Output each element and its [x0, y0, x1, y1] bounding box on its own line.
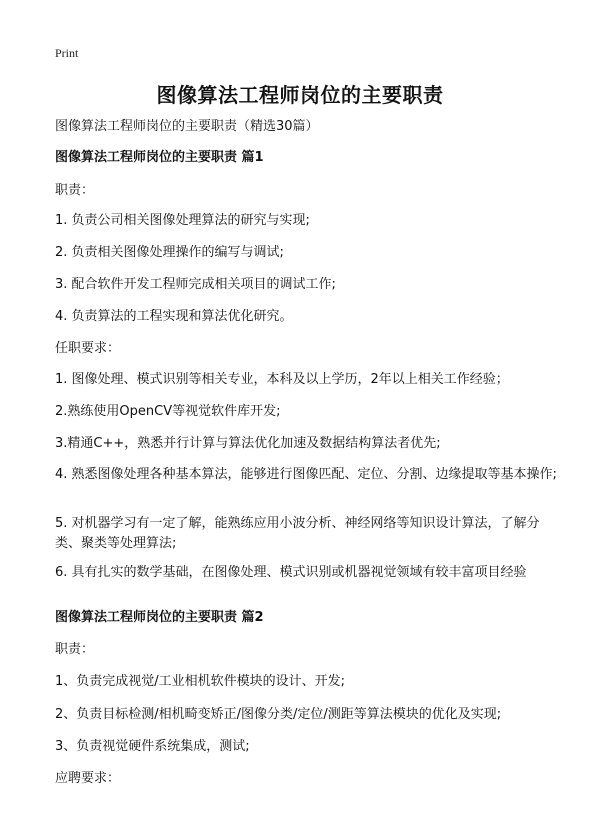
section1-requirement-item: 6. 具有扎实的数学基础，在图像处理、模式识别或机器视觉领域有较丰富项目经验	[55, 565, 527, 580]
section1-requirement-item: 2.熟练使用OpenCV等视觉软件库开发;	[55, 404, 281, 419]
print-label: Print	[55, 46, 79, 60]
section1-requirement-item: 5. 对机器学习有一定了解，能熟练应用小波分析、神经网络等知识设计算法，了解分类、聚类等处理算法;	[55, 516, 540, 551]
section1-requirement-item: 4. 熟悉图像处理各种基本算法，能够进行图像匹配、定位、分割、边缘提取等基本操作;	[55, 467, 557, 482]
section1-heading: 图像算法工程师岗位的主要职责 篇1	[55, 150, 264, 165]
document-title: 图像算法工程师岗位的主要职责	[156, 83, 444, 107]
section1-requirement-item: 1. 图像处理、模式识别等相关专业，本科及以上学历，2年以上相关工作经验；	[55, 372, 509, 387]
section1-duties-label: 职责：	[55, 183, 95, 198]
section1-duty-item: 1. 负责公司相关图像处理算法的研究与实现;	[55, 213, 310, 228]
section1-requirements-label: 任职要求：	[55, 341, 121, 356]
section1-duty-item: 2. 负责相关图像处理操作的编写与调试;	[55, 245, 284, 260]
intro-text: 图像算法工程师岗位的主要职责（精选30篇）	[55, 119, 319, 134]
section2-heading: 图像算法工程师岗位的主要职责 篇2	[55, 610, 264, 625]
section2-duty-item: 1、负责完成视觉/工业相机软件模块的设计、开发;	[55, 674, 346, 689]
section2-duty-item: 2、负责目标检测/相机畸变矫正/图像分类/定位/测距等算法模块的优化及实现;	[55, 707, 502, 722]
section2-duties-label: 职责：	[55, 642, 95, 657]
section2-requirements-label: 应聘要求：	[55, 771, 121, 786]
section1-duty-item: 4. 负责算法的工程实现和算法优化研究。	[55, 309, 293, 324]
section1-duty-item: 3. 配合软件开发工程师完成相关项目的调试工作;	[55, 277, 336, 292]
section2-duty-item: 3、负责视觉硬件系统集成，测试;	[55, 739, 250, 754]
section1-requirement-item: 3.精通C++，熟悉并行计算与算法优化加速及数据结构算法者优先;	[55, 436, 441, 451]
